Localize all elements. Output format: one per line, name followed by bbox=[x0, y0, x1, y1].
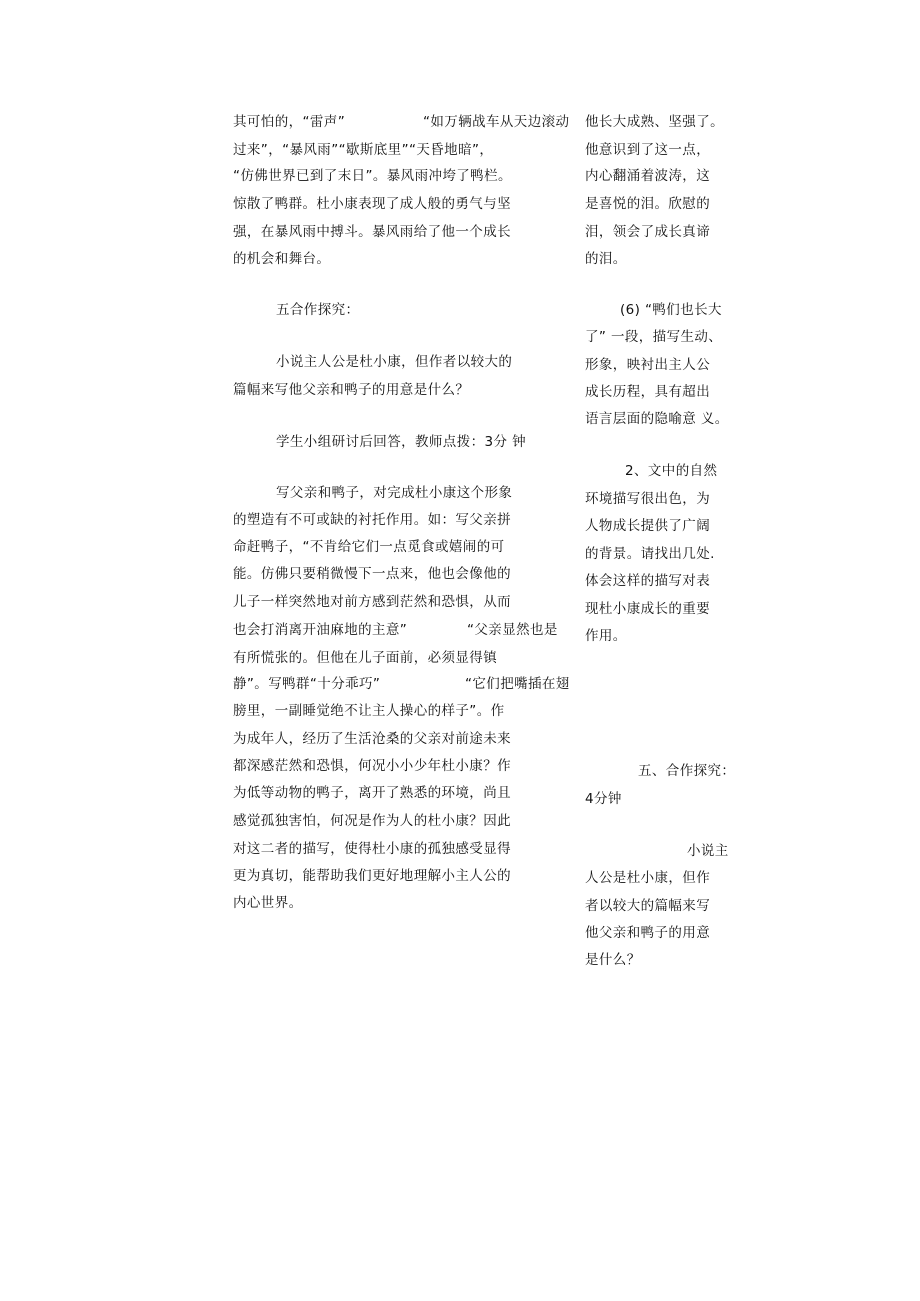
text-line: 的机会和舞台。 bbox=[233, 251, 331, 267]
text-line: 体会这样的描写对表 bbox=[585, 573, 711, 589]
text-line: 的塑造有不可或缺的衬托作用。如：写父亲拼 bbox=[233, 512, 511, 528]
text-line: 的泪。 bbox=[585, 251, 627, 267]
text-line: 为低等动物的鸭子，离开了熟悉的环境，尚且 bbox=[233, 785, 511, 801]
text-line: 成长历程，具有超出 bbox=[585, 384, 711, 400]
text-line: 能。仿佛只要稍微慢下一点来，他也会像他的 bbox=[233, 566, 511, 582]
duration-label: 4分钟 bbox=[585, 791, 622, 807]
text-line: 对这二者的描写，使得杜小康的孤独感受显得 bbox=[233, 841, 511, 857]
text-line: 其可怕的，“雷声” bbox=[233, 114, 346, 130]
section-heading: 五、合作探究： bbox=[638, 763, 736, 779]
text-line: “仿佛世界已到了末日”。暴风雨冲垮了鸭栏。 bbox=[233, 168, 512, 184]
text-line: “它们把嘴插在翅 bbox=[465, 676, 570, 692]
text-line: 作用。 bbox=[585, 628, 627, 644]
text-line: 有所慌张的。但他在儿子面前，必须显得镇 bbox=[233, 650, 498, 666]
text-line: 环境描写很出色，为 bbox=[585, 491, 711, 507]
text-line: “父亲显然也是 bbox=[467, 622, 558, 638]
text-line: 形象，映衬出主人公 bbox=[585, 357, 711, 373]
text-line: 泪，领会了成长真谛 bbox=[585, 224, 711, 240]
text-line: 都深感茫然和恐惧，何况小小少年杜小康？作 bbox=[233, 758, 511, 774]
text-line: 写父亲和鸭子，对完成杜小康这个形象 bbox=[276, 485, 513, 501]
text-line: 感觉孤独害怕，何况是作为人的杜小康？因此 bbox=[233, 813, 511, 829]
text-line: 篇幅来写他父亲和鸭子的用意是什么？ bbox=[233, 382, 470, 398]
text-line: 过来”，“暴风雨”“歇斯底里”“天昏地暗”， bbox=[233, 142, 494, 158]
text-line: 命赶鸭子，“不肯给它们一点觅食或嬉闹的可 bbox=[233, 539, 505, 555]
text-line: 语言层面的隐喻意 义。 bbox=[585, 411, 729, 427]
text-line: 儿子一样突然地对前方感到茫然和恐惧，从而 bbox=[233, 594, 511, 610]
text-line: 他长大成熟、坚强了。 bbox=[585, 114, 724, 130]
text-line: 的背景。请找出几处. bbox=[585, 546, 715, 562]
instruction-line: 学生小组研讨后回答，教师点拨：3分 钟 bbox=[276, 434, 526, 450]
text-line: 强，在暴风雨中搏斗。暴风雨给了他一个成长 bbox=[233, 224, 511, 240]
text-line: 内心世界。 bbox=[233, 895, 303, 911]
text-line: “如万辆战车从天边滚动 bbox=[423, 114, 570, 130]
text-line: 小说主人公是杜小康，但作者以较大的 bbox=[276, 354, 513, 370]
text-line: 膀里，一副睡觉绝不让主人操心的样子”。作 bbox=[233, 703, 505, 719]
text-line: 也会打消离开油麻地的主意” bbox=[233, 622, 408, 638]
text-line: 惊散了鸭群。杜小康表现了成人般的勇气与坚 bbox=[233, 196, 511, 212]
text-line: 者以较大的篇幅来写 bbox=[585, 898, 711, 914]
text-line: 他父亲和鸭子的用意 bbox=[585, 925, 711, 941]
section-heading: 五合作探究： bbox=[276, 302, 360, 318]
text-line: 人公是杜小康，但作 bbox=[585, 870, 711, 886]
text-line: 是什么？ bbox=[585, 952, 641, 968]
text-line: 为成年人，经历了生活沧桑的父亲对前途未来 bbox=[233, 731, 511, 747]
text-line: 现杜小康成长的重要 bbox=[585, 601, 711, 617]
text-line: 内心翻涌着波涛，这 bbox=[585, 168, 711, 184]
text-line: 人物成长提供了广阔 bbox=[585, 518, 711, 534]
text-line: (6) “鸭们也长大 bbox=[620, 302, 722, 318]
text-line: 静”。写鸭群“十分乖巧” bbox=[233, 676, 381, 692]
text-line: 他意识到了这一点， bbox=[585, 142, 711, 158]
text-line: 了” 一段，描写生动、 bbox=[585, 329, 723, 345]
text-line: 是喜悦的泪。欣慰的 bbox=[585, 196, 711, 212]
text-line: 更为真切，能帮助我们更好地理解小主人公的 bbox=[233, 868, 511, 884]
text-line: 小说主 bbox=[687, 843, 729, 859]
text-line: 2、文中的自然 bbox=[625, 463, 718, 479]
